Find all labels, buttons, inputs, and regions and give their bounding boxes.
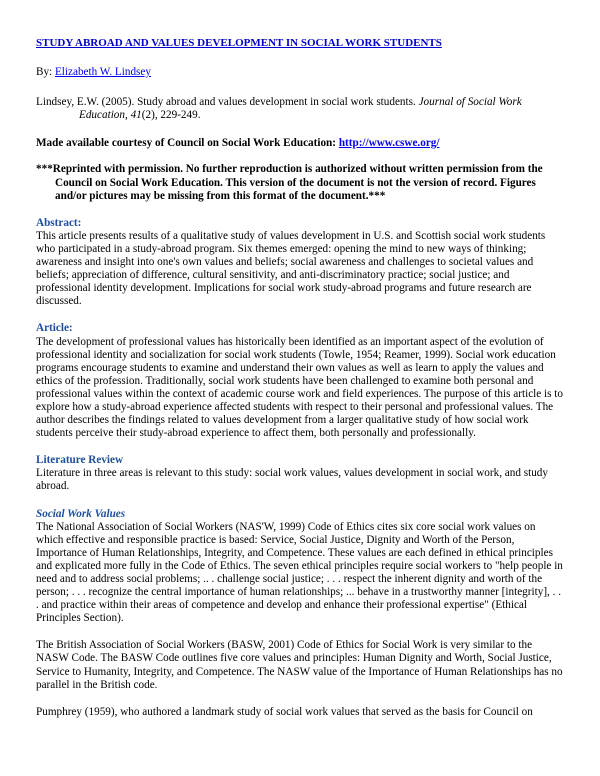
article-body: The development of professional values has historically been identified as an important aspect of the evolution of professional identity and socialization for social work students (Towle, 1954; Reamer, 1999). Social work education programs encourage students to examine and understand their own values as well as learn to apply the values and ethics of the profession. Traditionally, social work students have been challenged to examine both personal and professional values within the context of academic course work and field experiences. The purpose of this article is to explore how a study-abroad experience affected students with respect to their personal and professional values. The author describes the findings related to values development from a larger qualitative study of how social work students perceive their study-abroad experience to affect them, both personally and professionally.	[36, 335, 563, 440]
literature-review-heading: Literature Review	[36, 454, 124, 467]
courtesy-line	[36, 137, 564, 150]
citation-text: Lindsey, E.W. (2005). Study abroad and values development in social work students.	[36, 96, 416, 109]
social-work-values-paragraph-3: Pumphrey (1959), who authored a landmark study of social work values that served as the basis for Council on	[36, 705, 533, 718]
byline-prefix: By:	[36, 66, 55, 79]
abstract-heading: Abstract:	[36, 216, 82, 229]
literature-review-section	[36, 454, 564, 493]
abstract-section	[36, 217, 564, 309]
author-link[interactable]: Elizabeth W. Lindsey	[54, 66, 151, 79]
citation-rest: (2), 229-249.	[141, 109, 201, 122]
article-heading: Article:	[36, 322, 73, 335]
reprint-notice: ***Reprinted with permission. No further reproduction is authorized without written permission from the Council on Social Work Education. This version of the document is not the version of record. Figures and/or pictures may be missing from this format of the document.***	[36, 163, 543, 202]
courtesy-text: Made available courtesy of Council on Social Work Education:	[36, 137, 339, 150]
cswe-link[interactable]: http://www.cswe.org/	[338, 137, 440, 150]
literature-review-body: Literature in three areas is relevant to this study: social work values, values development in social work, and study abroad.	[36, 467, 548, 493]
social-work-values-paragraph-1: The National Association of Social Workers (NAS'W, 1999) Code of Ethics cites six core social work values on which effective and responsible practice is based: Service, Social Justice, Dignity and Worth of the Person, Importance of Human Relationships, Integrity, and Competence. These values are each defined in ethical principles and explicated more fully in the Code of Ethics. The seven ethical principles require social workers to "help people in need and to address social problems; .. . challenge social justice; . . . respect the inherent dignity and worth of the person; . . . recognize the central importance of human relationships; ... behave in a trustworthy manner [integrity], . . . and practice within their areas of competence and develop and enhance their professional expertise" (Ethical Principles Section).	[36, 520, 563, 625]
social-work-values-section	[36, 508, 564, 719]
social-work-values-heading: Social Work Values	[36, 507, 126, 520]
citation	[36, 96, 564, 122]
citation-journal: Journal of Social Work Education, 41	[79, 96, 522, 122]
abstract-body: This article presents results of a qualitative study of values development in U.S. and Scottish social work students who participated in a study-abroad program. Six themes emerged: opening the mind to new ways of thinking; awareness and insight into one's own values and beliefs; social awareness and challenges to societal values and beliefs; appreciation of difference, cultural sensitivity, and anti-discriminatory practice; social justice; and professional identity development. Implications for social work study-abroad programs and future research are discussed.	[36, 229, 546, 308]
byline	[36, 66, 564, 79]
article-section	[36, 322, 564, 440]
social-work-values-paragraph-2: The British Association of Social Workers (BASW, 2001) Code of Ethics for Social Work is very similar to the NASW Code. The BASW Code outlines five core values and principles: Human Dignity and Worth, Social Justice, Service to Humanity, Integrity, and Competence. The NASW value of the Importance of Human Relationships has no parallel in the British code.	[36, 639, 563, 691]
article-title: STUDY ABROAD AND VALUES DEVELOPMENT IN SOCIAL WORK STUDENTS	[36, 37, 442, 49]
